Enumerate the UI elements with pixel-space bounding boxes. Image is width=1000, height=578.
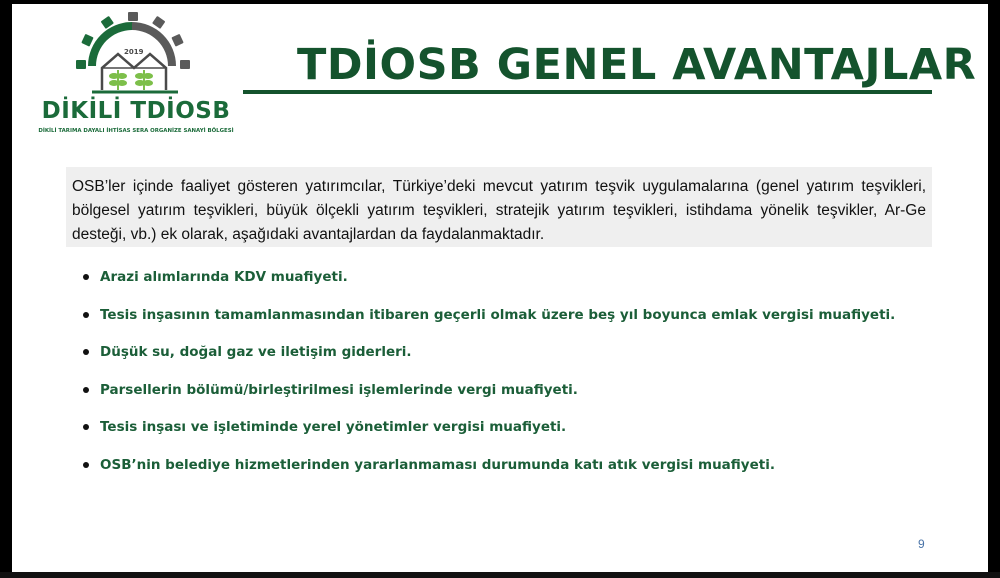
logo-name: DİKİLİ TDİOSB — [41, 98, 231, 124]
list-item-text: Arazi alımlarında KDV muafiyeti. — [100, 269, 348, 285]
title-underline — [243, 90, 932, 94]
logo — [32, 10, 232, 138]
list-item — [78, 409, 918, 447]
bullet-icon — [83, 349, 89, 355]
list-item-text: Tesis inşasının tamamlanmasından itibaren geçerli olmak üzere beş yıl boyunca emlak vergisi muafiyeti. — [100, 306, 896, 323]
list-item — [78, 447, 918, 485]
intro-box — [66, 167, 932, 247]
page-number: 9 — [918, 537, 925, 551]
intro-text: OSB’ler içinde faaliyet gösteren yatırımcılar, Türkiye’deki mevcut yatırım teşvik uygulamalarına (genel yatırım teşvikleri, bölgesel yatırım teşvikleri, büyük ölçekli yatırım teşvikleri, stratejik yatırım teşvikleri, istihdama yönelik teşvikler, Ar-Ge desteği, vb.) ek olarak, aşağıdaki avantajlardan da faydalanmaktadır. — [72, 178, 926, 243]
advantages-list — [78, 259, 918, 484]
bullet-icon — [83, 462, 89, 468]
list-item-text: OSB’nin belediye hizmetlerinden yararlanmaması durumunda katı atık vergisi muafiyeti. — [100, 456, 775, 473]
list-item-text: Parsellerin bölümü/birleştirilmesi işlemlerinde vergi muafiyeti. — [100, 381, 578, 398]
bullet-icon — [83, 387, 89, 393]
slide — [12, 4, 988, 572]
gear-greenhouse-icon — [32, 10, 232, 102]
bullet-icon — [83, 274, 89, 280]
logo-year: 2019 — [124, 48, 144, 56]
logo-subtitle: DİKİLİ TARIMA DAYALI İHTİSAS SERA ORGANİZE SANAYİ BÖLGESİ — [38, 128, 234, 134]
bullet-icon — [83, 424, 89, 430]
page-title: TDİOSB GENEL AVANTAJLAR — [297, 40, 977, 90]
list-item — [78, 334, 918, 372]
frame-bottom — [0, 572, 1000, 578]
list-item-text: Düşük su, doğal gaz ve iletişim giderleri. — [100, 344, 412, 360]
bullet-icon — [83, 312, 89, 318]
list-item-text: Tesis inşası ve işletiminde yerel yönetimler vergisi muafiyeti. — [100, 419, 567, 435]
list-item — [78, 297, 918, 335]
list-item — [78, 259, 918, 297]
list-item — [78, 372, 918, 410]
